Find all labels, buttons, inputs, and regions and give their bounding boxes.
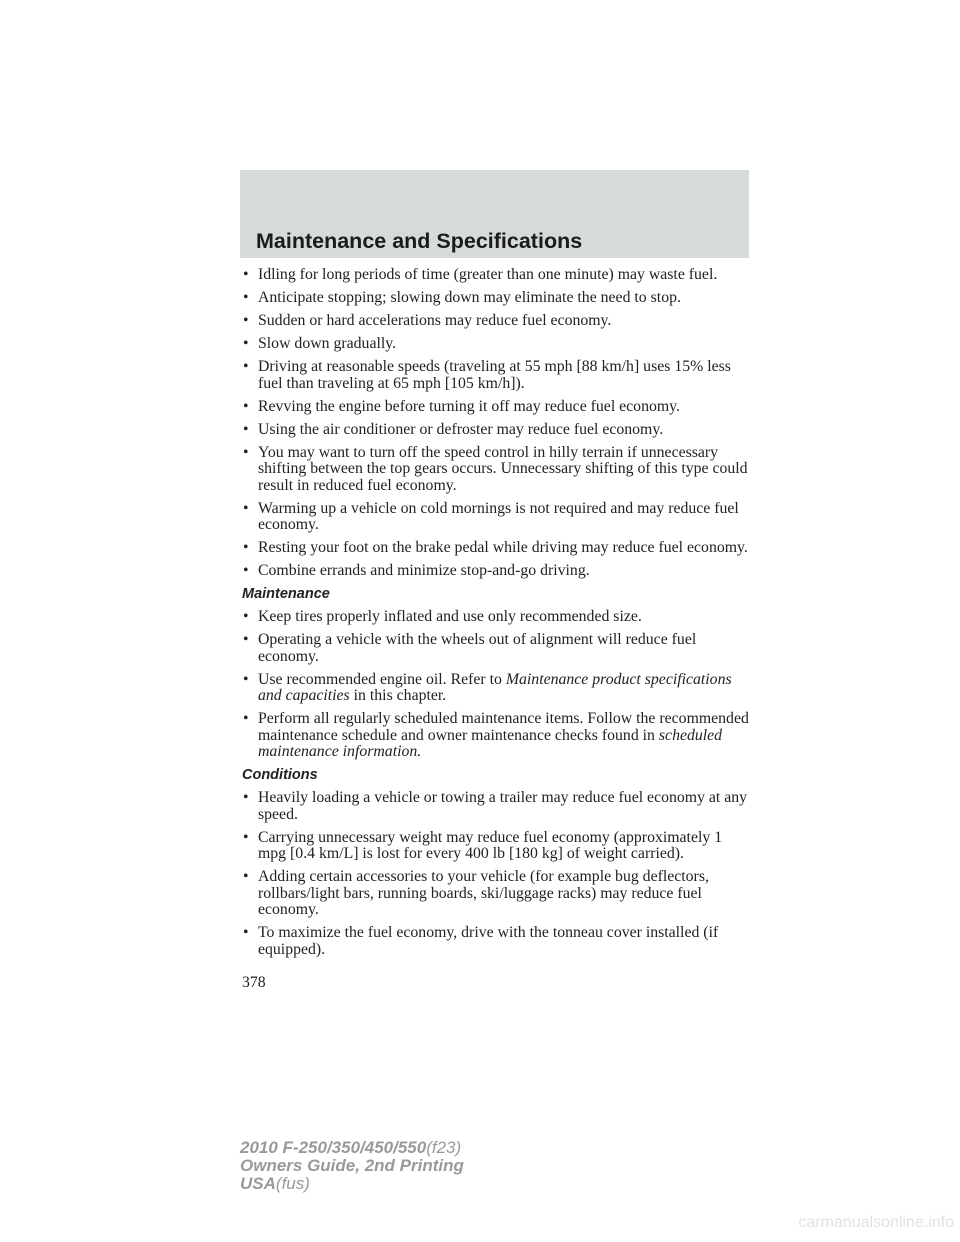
footer-line-guide: Owners Guide, 2nd Printing bbox=[240, 1156, 464, 1175]
list-item bbox=[242, 830, 752, 863]
cross-reference: Maintenance product specifications and capacities bbox=[258, 670, 732, 704]
list-item-text: Sudden or hard accelerations may reduce fuel economy. bbox=[258, 312, 612, 329]
footer-model-code: (f23) bbox=[426, 1138, 462, 1157]
list-item bbox=[242, 422, 752, 439]
section-title: Maintenance and Specifications bbox=[256, 229, 583, 253]
conditions-heading: Conditions bbox=[242, 767, 318, 783]
page-number: 378 bbox=[242, 974, 266, 991]
list-item-text: Keep tires properly inflated and use only recommended size. bbox=[258, 608, 642, 625]
list-item bbox=[242, 445, 752, 495]
bullet-glyph: • bbox=[243, 266, 249, 283]
list-item bbox=[242, 290, 752, 307]
bullet-glyph: • bbox=[243, 631, 249, 648]
list-item-text: Using the air conditioner or defroster may reduce fuel economy. bbox=[258, 420, 664, 438]
bullet-glyph: • bbox=[243, 420, 249, 438]
footer-model: 2010 F-250/350/450/550 bbox=[240, 1138, 427, 1157]
bullet-glyph: • bbox=[243, 289, 249, 306]
list-item-text: Adding certain accessories to your vehicle (for example bug deflectors, rollbars/light bars, running boards, ski/luggage racks) may reduce fuel economy. bbox=[258, 868, 709, 918]
list-item-text: Resting your foot on the brake pedal while driving may reduce fuel economy. bbox=[258, 539, 748, 556]
list-item bbox=[242, 790, 752, 823]
list-item bbox=[242, 540, 752, 557]
bullet-glyph: • bbox=[243, 397, 249, 415]
bullet-glyph: • bbox=[243, 539, 249, 556]
list-item-text: Use recommended engine oil. Refer to bbox=[258, 670, 506, 688]
list-item-text: Warming up a vehicle on cold mornings is not required and may reduce fuel economy. bbox=[258, 499, 739, 533]
list-item-text: Idling for long periods of time (greater than one minute) may waste fuel. bbox=[258, 266, 718, 283]
list-item-text: Anticipate stopping; slowing down may eliminate the need to stop. bbox=[258, 289, 681, 306]
bullet-glyph: • bbox=[243, 312, 249, 329]
list-item-text: Driving at reasonable speeds (traveling at 55 mph [88 km/h] uses 15% less fuel than traveling at 65 mph [105 km/h]). bbox=[258, 358, 731, 392]
list-item-text: Carrying unnecessary weight may reduce fuel economy (approximately 1 mpg [0.4 km/L] is lost for every 400 lb [180 kg] of weight carried). bbox=[258, 828, 723, 862]
list-item bbox=[242, 336, 752, 353]
list-item bbox=[242, 267, 752, 284]
footer-line-model bbox=[240, 1139, 464, 1157]
document-footer bbox=[240, 1139, 464, 1193]
bullet-glyph: • bbox=[243, 358, 249, 375]
list-item-text: To maximize the fuel economy, drive with the tonneau cover installed (if equipped). bbox=[258, 924, 719, 958]
bullet-glyph: • bbox=[243, 443, 249, 461]
bullet-glyph: • bbox=[243, 499, 249, 517]
list-item bbox=[242, 359, 752, 392]
bullet-glyph: • bbox=[243, 335, 249, 352]
footer-market: USA bbox=[240, 1174, 276, 1193]
list-item bbox=[242, 501, 752, 534]
bullet-glyph: • bbox=[243, 608, 249, 625]
list-item bbox=[242, 672, 752, 705]
bullet-glyph: • bbox=[243, 924, 249, 941]
maintenance-list bbox=[242, 609, 752, 761]
list-item bbox=[242, 632, 752, 665]
maintenance-heading: Maintenance bbox=[242, 586, 330, 602]
list-item-text: Heavily loading a vehicle or towing a trailer may reduce fuel economy at any speed. bbox=[258, 789, 748, 823]
list-item bbox=[242, 869, 752, 919]
bullet-glyph: • bbox=[243, 562, 249, 579]
list-item-text: Perform all regularly scheduled maintenance items. Follow the recommended maintenance schedule and owner maintenance checks found in bbox=[258, 710, 749, 744]
cross-reference: scheduled maintenance information. bbox=[258, 726, 723, 760]
list-item-text: in this chapter. bbox=[349, 687, 447, 704]
list-item-text: Slow down gradually. bbox=[258, 335, 397, 352]
conditions-list bbox=[242, 790, 752, 958]
footer-market-code: (fus) bbox=[275, 1174, 310, 1193]
list-item bbox=[242, 313, 752, 330]
list-item bbox=[242, 609, 752, 626]
bullet-glyph: • bbox=[243, 789, 249, 806]
list-item bbox=[242, 399, 752, 416]
footer-line-market bbox=[240, 1175, 464, 1193]
list-item-text: You may want to turn off the speed control in hilly terrain if unnecessary shifting between the top gears occurs. Unnecessary shifting of this type could result in reduced fuel economy. bbox=[258, 443, 748, 494]
site-watermark: carmanualsonline.info bbox=[798, 1214, 954, 1231]
bullet-glyph: • bbox=[243, 670, 249, 688]
bullet-glyph: • bbox=[243, 868, 249, 885]
list-item-text: Operating a vehicle with the wheels out of alignment will reduce fuel economy. bbox=[258, 631, 697, 665]
bullet-glyph: • bbox=[243, 828, 249, 846]
driving-tips-list bbox=[242, 267, 752, 580]
bullet-glyph: • bbox=[243, 710, 249, 727]
list-item bbox=[242, 711, 752, 761]
list-item bbox=[242, 925, 752, 958]
list-item-text: Combine errands and minimize stop-and-go driving. bbox=[258, 562, 590, 579]
list-item-text: Revving the engine before turning it off may reduce fuel economy. bbox=[258, 397, 680, 415]
list-item bbox=[242, 563, 752, 580]
page-content bbox=[242, 267, 752, 965]
